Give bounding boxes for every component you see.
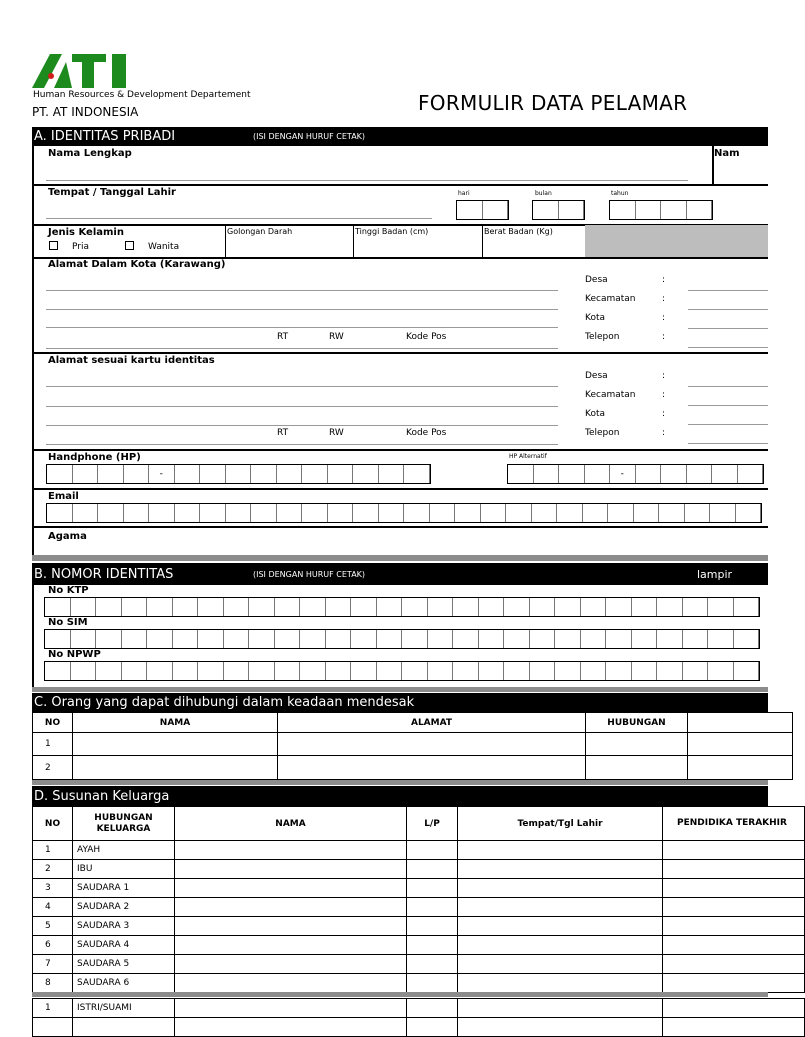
kode-pos-ktp-label: Kode Pos: [406, 428, 447, 438]
photo-area: [585, 225, 768, 258]
section-b-title: B. NOMOR IDENTITAS: [34, 566, 174, 582]
section-a-note: (ISI DENGAN HURUF CETAK): [253, 132, 366, 141]
hari-label: hari: [458, 190, 470, 197]
company-name: PT. AT INDONESIA: [32, 105, 139, 119]
no-ktp-label: No KTP: [48, 585, 89, 596]
handphone-label: Handphone (HP): [48, 452, 141, 463]
col-hubungan: HUBUNGAN: [586, 713, 688, 733]
tinggi-badan-label: Tinggi Badan (cm): [355, 227, 429, 236]
pria-checkbox[interactable]: [49, 241, 58, 250]
company-logo: [32, 52, 134, 88]
kecamatan-label: Kecamatan: [585, 294, 636, 304]
col-no: NO: [33, 807, 73, 841]
table-row[interactable]: 8 SAUDARA 6: [33, 974, 805, 993]
table-row[interactable]: 1: [33, 733, 793, 756]
no-ktp-input[interactable]: [44, 597, 760, 617]
section-a-header: [32, 127, 768, 146]
form-title: FORMULIR DATA PELAMAR: [418, 91, 688, 115]
desa-ktp-label: Desa: [585, 371, 608, 381]
tahun-label: tahun: [611, 190, 629, 197]
hp-alternatif-label: HP Alternatif: [509, 453, 547, 460]
col-lp: L/P: [407, 807, 458, 841]
bulan-input[interactable]: [532, 200, 585, 220]
col-alamat: ALAMAT: [278, 713, 586, 733]
section-c-title: C. Orang yang dapat dihubungi dalam keadaan mendesak: [34, 695, 415, 710]
bulan-label: bulan: [535, 190, 552, 197]
rw-ktp-label: RW: [329, 428, 344, 438]
table-row[interactable]: 3 SAUDARA 1: [33, 879, 805, 898]
table-row[interactable]: 6 SAUDARA 4: [33, 936, 805, 955]
tempat-lahir-field[interactable]: [46, 218, 432, 219]
col-no: NO: [33, 713, 73, 733]
section-c-header: [32, 693, 768, 712]
nama-panggilan-label: Nam: [714, 148, 740, 159]
no-npwp-label: No NPWP: [48, 649, 101, 660]
kota-ktp-label: Kota: [585, 409, 606, 419]
alamat-kota-label: Alamat Dalam Kota (Karawang): [48, 259, 226, 270]
no-sim-input[interactable]: [44, 629, 760, 649]
nama-lengkap-field[interactable]: [46, 180, 688, 181]
section-b-note: (ISI DENGAN HURUF CETAK): [253, 569, 366, 579]
wanita-label: Wanita: [148, 242, 180, 252]
pria-label: Pria: [72, 242, 89, 252]
section-a-title: A. IDENTITAS PRIBADI: [34, 129, 176, 144]
desa-label: Desa: [585, 275, 608, 285]
kecamatan-ktp-label: Kecamatan: [585, 390, 636, 400]
wanita-checkbox[interactable]: [125, 241, 134, 250]
email-input[interactable]: [46, 503, 762, 523]
kota-label: Kota: [585, 313, 606, 323]
nama-lengkap-label: Nama Lengkap: [48, 148, 132, 159]
telepon-ktp-label: Telepon: [585, 428, 620, 438]
table-row[interactable]: 7 SAUDARA 5: [33, 955, 805, 974]
spouse-table: [32, 998, 805, 1037]
col-hubungan-keluarga: HUBUNGAN KELUARGA: [73, 807, 175, 841]
hp-alternatif-input[interactable]: -: [507, 464, 764, 484]
telepon-label: Telepon: [585, 332, 620, 342]
table-row[interactable]: 5 SAUDARA 3: [33, 917, 805, 936]
section-b-header: [32, 563, 768, 585]
berat-badan-label: Berat Badan (Kg): [484, 227, 553, 236]
jenis-kelamin-label: Jenis Kelamin: [48, 227, 124, 238]
col-nama: NAMA: [175, 807, 407, 841]
section-d-header: [32, 786, 768, 806]
col-pendidikan: PENDIDIKA TERAKHIR: [663, 807, 805, 841]
tahun-input[interactable]: [609, 200, 713, 220]
no-npwp-input[interactable]: [44, 661, 760, 681]
hari-input[interactable]: [456, 200, 509, 220]
rt-label: RT: [277, 332, 289, 342]
emergency-contact-table: [32, 712, 793, 780]
alamat-ktp-label: Alamat sesuai kartu identitas: [48, 355, 215, 366]
email-label: Email: [48, 491, 79, 502]
table-row[interactable]: 2 IBU: [33, 860, 805, 879]
table-row[interactable]: 4 SAUDARA 2: [33, 898, 805, 917]
no-sim-label: No SIM: [48, 617, 88, 628]
table-row[interactable]: 2: [33, 756, 793, 780]
tempat-tgl-lahir-label: Tempat / Tanggal Lahir: [48, 187, 176, 198]
golongan-darah-label: Golongan Darah: [227, 227, 293, 236]
col-nama: NAMA: [73, 713, 278, 733]
kode-pos-label: Kode Pos: [406, 332, 447, 342]
family-table: [32, 806, 805, 993]
section-d-title: D. Susunan Keluarga: [34, 788, 170, 804]
section-b-lampiran: lampir: [697, 567, 733, 581]
agama-label: Agama: [48, 531, 87, 542]
handphone-input[interactable]: -: [46, 464, 431, 484]
department-name: Human Resources & Development Departement: [33, 90, 251, 100]
rt-ktp-label: RT: [277, 428, 289, 438]
col-tempat-tgl-lahir: Tempat/Tgl Lahir: [458, 807, 663, 841]
rw-label: RW: [329, 332, 344, 342]
table-row[interactable]: 1 AYAH: [33, 841, 805, 860]
table-row[interactable]: 1 ISTRI/SUAMI: [33, 999, 805, 1018]
